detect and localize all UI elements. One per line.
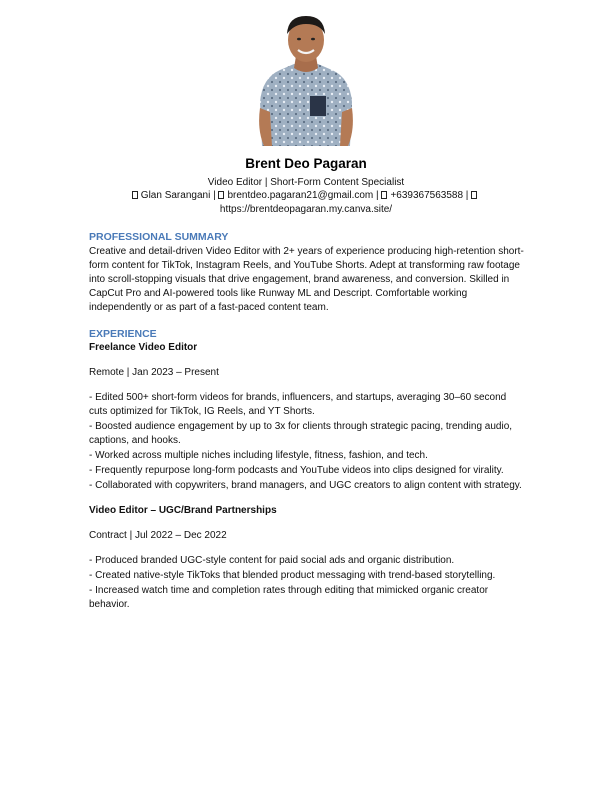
job-title: Video Editor – UGC/Brand Partnerships [89, 505, 277, 516]
contact-website[interactable]: https://brentdeopagaran.my.canva.site/ [219, 204, 393, 215]
contact-line [0, 189, 612, 203]
job-bullet: - Boosted audience engagement by up to 3x for clients through strategic pacing, trending audio, captions, and hooks. [89, 421, 513, 446]
job-bullet: - Created native-style TikToks that blended product messaging with trend-based storytelling. [89, 570, 496, 581]
contact-website-line [0, 203, 612, 217]
summary-text: Creative and detail-driven Video Editor with 2+ years of experience producing high-retention short-form content for TikTok, Instagram Reels, and YouTube Shorts. Adept at transforming raw footage into scroll-stopping visuals that drive engagement, brand awareness, and conversion. Skilled in CapCut Pro and AI-powered tools like Runway ML and Descript. Comfortable working independently or as part of a fast-paced content team. [89, 246, 524, 313]
job-bullet: - Collaborated with copywriters, brand managers, and UGC creators to align content with strategy. [89, 480, 522, 491]
email-icon [218, 191, 224, 199]
job-bullet: - Produced branded UGC-style content for paid social ads and organic distribution. [89, 555, 455, 566]
resume-body [89, 230, 525, 613]
contact-phone[interactable]: +639367563588 [390, 190, 464, 201]
job-entry [89, 341, 525, 493]
job-meta: Contract | Jul 2022 – Dec 2022 [89, 530, 227, 541]
job-entry [89, 504, 525, 612]
candidate-title: Video Editor | Short-Form Content Specialist [207, 177, 405, 188]
job-bullet: - Edited 500+ short-form videos for brands, influencers, and startups, averaging 30–60 second cuts optimized for TikTok, IG Reels, and YT Shorts. [89, 392, 507, 417]
candidate-name: Brent Deo Pagaran [245, 156, 367, 171]
separator: | [376, 190, 379, 201]
job-meta: Remote | Jan 2023 – Present [89, 367, 219, 378]
job-bullets [89, 391, 525, 493]
phone-icon [381, 191, 387, 199]
summary-heading: PROFESSIONAL SUMMARY [89, 231, 229, 243]
contact-email[interactable]: brentdeo.pagaran21@gmail.com [227, 190, 374, 201]
resume-header [0, 156, 612, 217]
separator: | [465, 190, 469, 201]
job-bullet: - Increased watch time and completion rates through editing that mimicked organic creator behavior. [89, 585, 489, 610]
job-bullets [89, 554, 525, 612]
job-bullet: - Worked across multiple niches including lifestyle, fitness, fashion, and tech. [89, 450, 428, 461]
separator: | [213, 190, 216, 201]
location-icon [132, 191, 138, 199]
job-bullet: - Frequently repurpose long-form podcasts and YouTube videos into clips designed for virality. [89, 465, 504, 476]
experience-heading: EXPERIENCE [89, 328, 157, 340]
contact-location: Glan Sarangani [140, 190, 211, 201]
website-icon [471, 191, 477, 199]
job-title: Freelance Video Editor [89, 342, 198, 353]
profile-photo [258, 12, 354, 146]
